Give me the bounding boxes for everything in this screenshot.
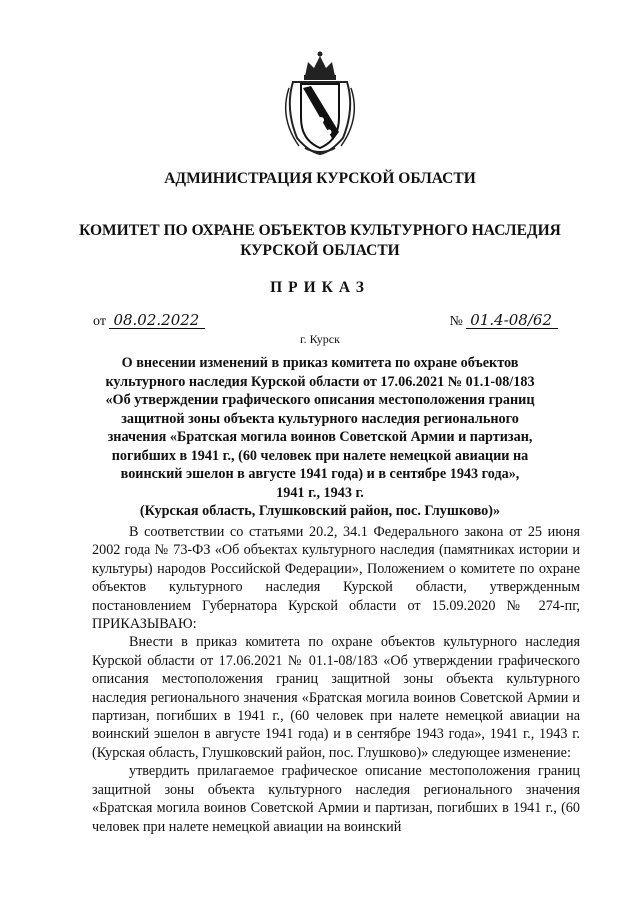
handwritten-number: 01.4-08/62 xyxy=(466,313,558,329)
subject-line: (Курская область, Глушковский район, пос. Глушково)» xyxy=(139,503,501,519)
committee-title-line2: КУРСКОЙ ОБЛАСТИ xyxy=(240,242,400,259)
committee-title xyxy=(0,221,640,261)
number-prefix: № xyxy=(449,314,463,329)
committee-title-line1: КОМИТЕТ ПО ОХРАНЕ ОБЪЕКТОВ КУЛЬТУРНОГО НАСЛЕДИЯ xyxy=(79,222,561,239)
body-paragraph: В соответствии со статьями 20.2, 34.1 Федерального закона от 25 июня 2002 года № 73-ФЗ «Об объектах культурного наследия (памятниках истории и культуры) народов Российской Федерации», Положением о комитете по охране объектов культурного наследия Курской области, утвержденным постановлением Губернатора Курской области от 15.09.2020 № 274-пг, ПРИКАЗЫВАЮ: xyxy=(92,524,580,633)
subject-line: защитной зоны объекта культурного наследия регионального xyxy=(121,410,519,427)
subject-line: погибших в 1941 г., (60 человек при налете немецкой авиации на xyxy=(111,447,529,464)
body-paragraph: утвердить прилагаемое графическое описание местоположения границ защитной зоны объекта культурного наследия регионального значения «Братская могила воинов Советской Армии и партизан, погибших в 1941 г., (60 человек при налете немецкой авиации на воинский xyxy=(92,763,580,835)
order-subject xyxy=(70,354,570,521)
subject-line: «Об утверждении графического описания местоположения границ xyxy=(105,392,535,408)
administration-title: АДМИНИСТРАЦИЯ КУРСКОЙ ОБЛАСТИ xyxy=(164,170,476,187)
date-prefix: от xyxy=(93,314,106,329)
city-label: г. Курск xyxy=(300,332,340,346)
handwritten-date: 08.02.2022 xyxy=(109,313,205,329)
kursk-coat-of-arms-icon xyxy=(275,48,365,158)
subject-line: культурного наследия Курской области от 17.06.2021 № 01.1-08/183 xyxy=(105,373,535,390)
subject-line: 1941 г., 1943 г. xyxy=(276,484,364,501)
order-number xyxy=(449,313,558,330)
body-paragraph: Внести в приказ комитета по охране объектов культурного наследия Курской области от 17.06.2021 № 01.1-08/183 «Об утверждении графического описания местоположения границ защитной зоны объекта культурного наследия регионального значения «Братская могила воинов Советской Армии и партизан, погибших в 1941 г., (60 человек при налете немецкой авиации на воинский эшелон в августе 1941 года) и в сентябре 1943 года», 1941 г., 1943 г. (Курская область, Глушковский район, пос. Глушково)» следующее изменение: xyxy=(92,634,580,761)
order-body xyxy=(92,523,580,836)
subject-line: воинский эшелон в августе 1941 года) и в сентябре 1943 года», xyxy=(120,466,520,482)
order-date xyxy=(93,313,205,330)
subject-line: значения «Братская могила воинов Советской Армии и партизан, xyxy=(107,429,533,445)
subject-line: О внесении изменений в приказ комитета по охране объектов xyxy=(121,355,519,371)
document-type-title: ПРИКАЗ xyxy=(270,279,370,296)
